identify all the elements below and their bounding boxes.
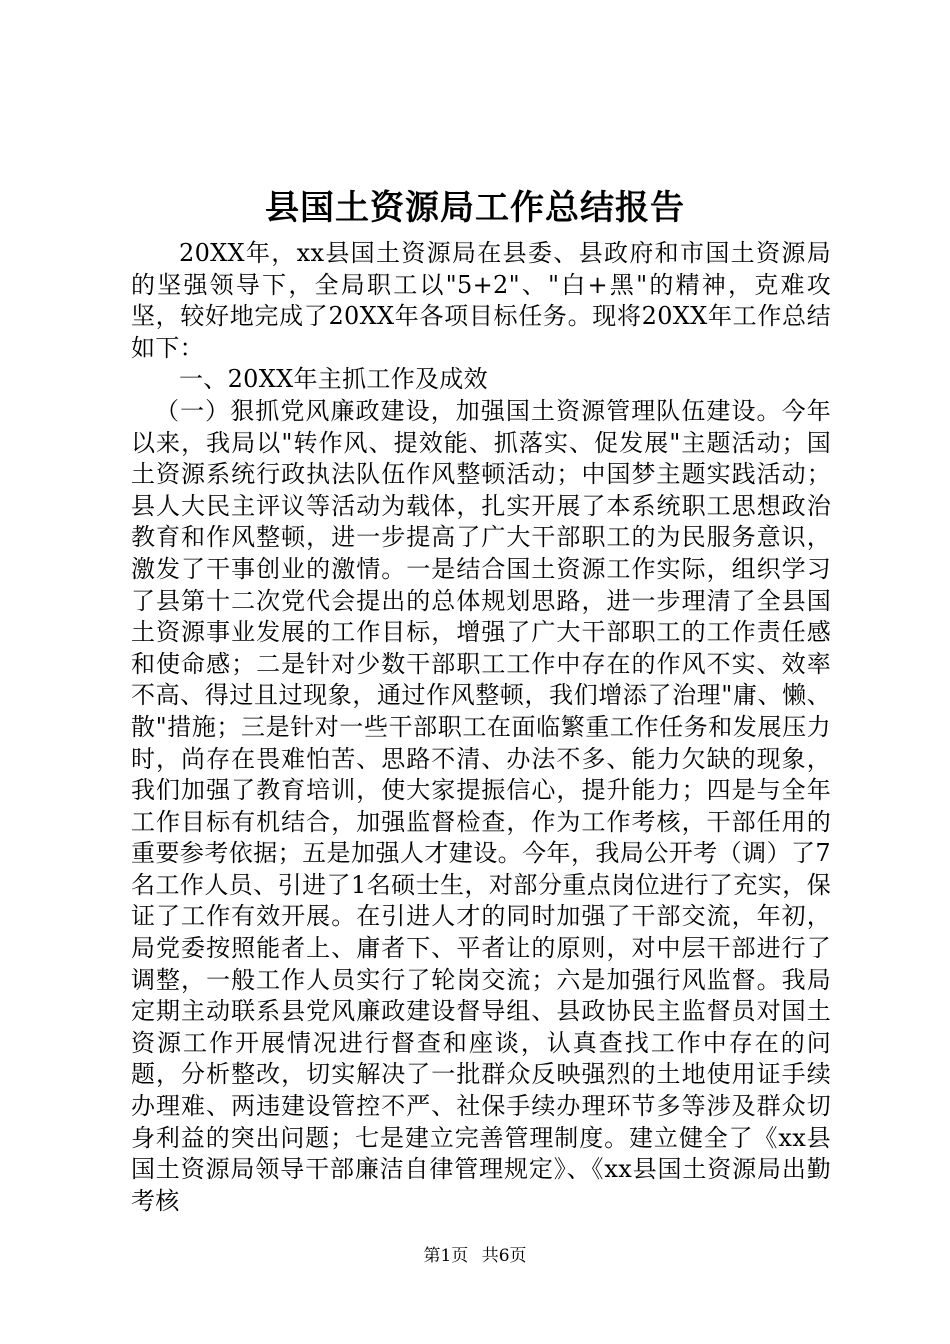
subsection-paragraph: （一）狠抓党风廉政建设，加强国土资源管理队伍建设。今年以来，我局以"转作风、提效能、抓落实、促发展"主题活动；国土资源系统行政执法队伍作风整顿活动；中国梦主题实践活动；县人大民主评议等活动为载体，扎实开展了本系统职工思想政治教育和作风整顿，进一步提高了广大干部职工的为民服务意识，激发了干事创业的激情。一是结合国土资源工作实际，组织学习了县第十二次党代会提出的总体规划思路，进一步理清了全县国土资源事业发展的工作目标，增强了广大干部职工的工作责任感和使命感；二是针对少数干部职工工作中存在的作风不实、效率不高、得过且过现象，通过作风整顿，我们增添了治理"庸、懒、散"措施；三是针对一些干部职工在面临繁重工作任务和发展压力时，尚存在畏难怕苦、思路不清、办法不多、能力欠缺的现象，我们加强了教育培训，使大家提振信心，提升能力；四是与全年工作目标有机结合，加强监督检查，作为工作考核，干部任用的重要参考依据；五是加强人才建设。今年，我局公开考（调）了7名工作人员、引进了1名硕士生，对部分重点岗位进行了充实，保证了工作有效开展。在引进人才的同时加强了干部交流，年初，局党委按照能者上、庸者下、平者让的原则，对中层干部进行了调整，一般工作人员实行了轮岗交流；六是加强行风监督。我局定期主动联系县党风廉政建设督导组、县政协民主监督员对国土资源工作开展情况进行督查和座谈，认真查找工作中存在的问题，分析整改，切实解决了一批群众反映强烈的土地使用证手续办理难、两违建设管控不严、社保手续办理环节多等涉及群众切身利益的突出问题；七是建立完善管理制度。建立健全了《xx县国土资源局领导干部廉洁自律管理规定》、《xx县国土资源局出勤考核 <box>131 396 831 1215</box>
page-footer <box>0 1244 950 1268</box>
page-total: 共6页 <box>481 1246 527 1266</box>
document-title: 县国土资源局工作总结报告 <box>265 188 685 228</box>
section-heading: 一、20XX年主抓工作及成效 <box>179 365 488 394</box>
page-number: 第1页 <box>423 1246 469 1266</box>
document-body <box>131 238 831 1217</box>
intro-paragraph: 20XX年，xx县国土资源局在县委、县政府和市国土资源局的坚强领导下，全局职工以"5+2"、"白+黑"的精神，克难攻坚，较好地完成了20XX年各项目标任务。现将20XX年工作总结如下： <box>131 239 831 362</box>
